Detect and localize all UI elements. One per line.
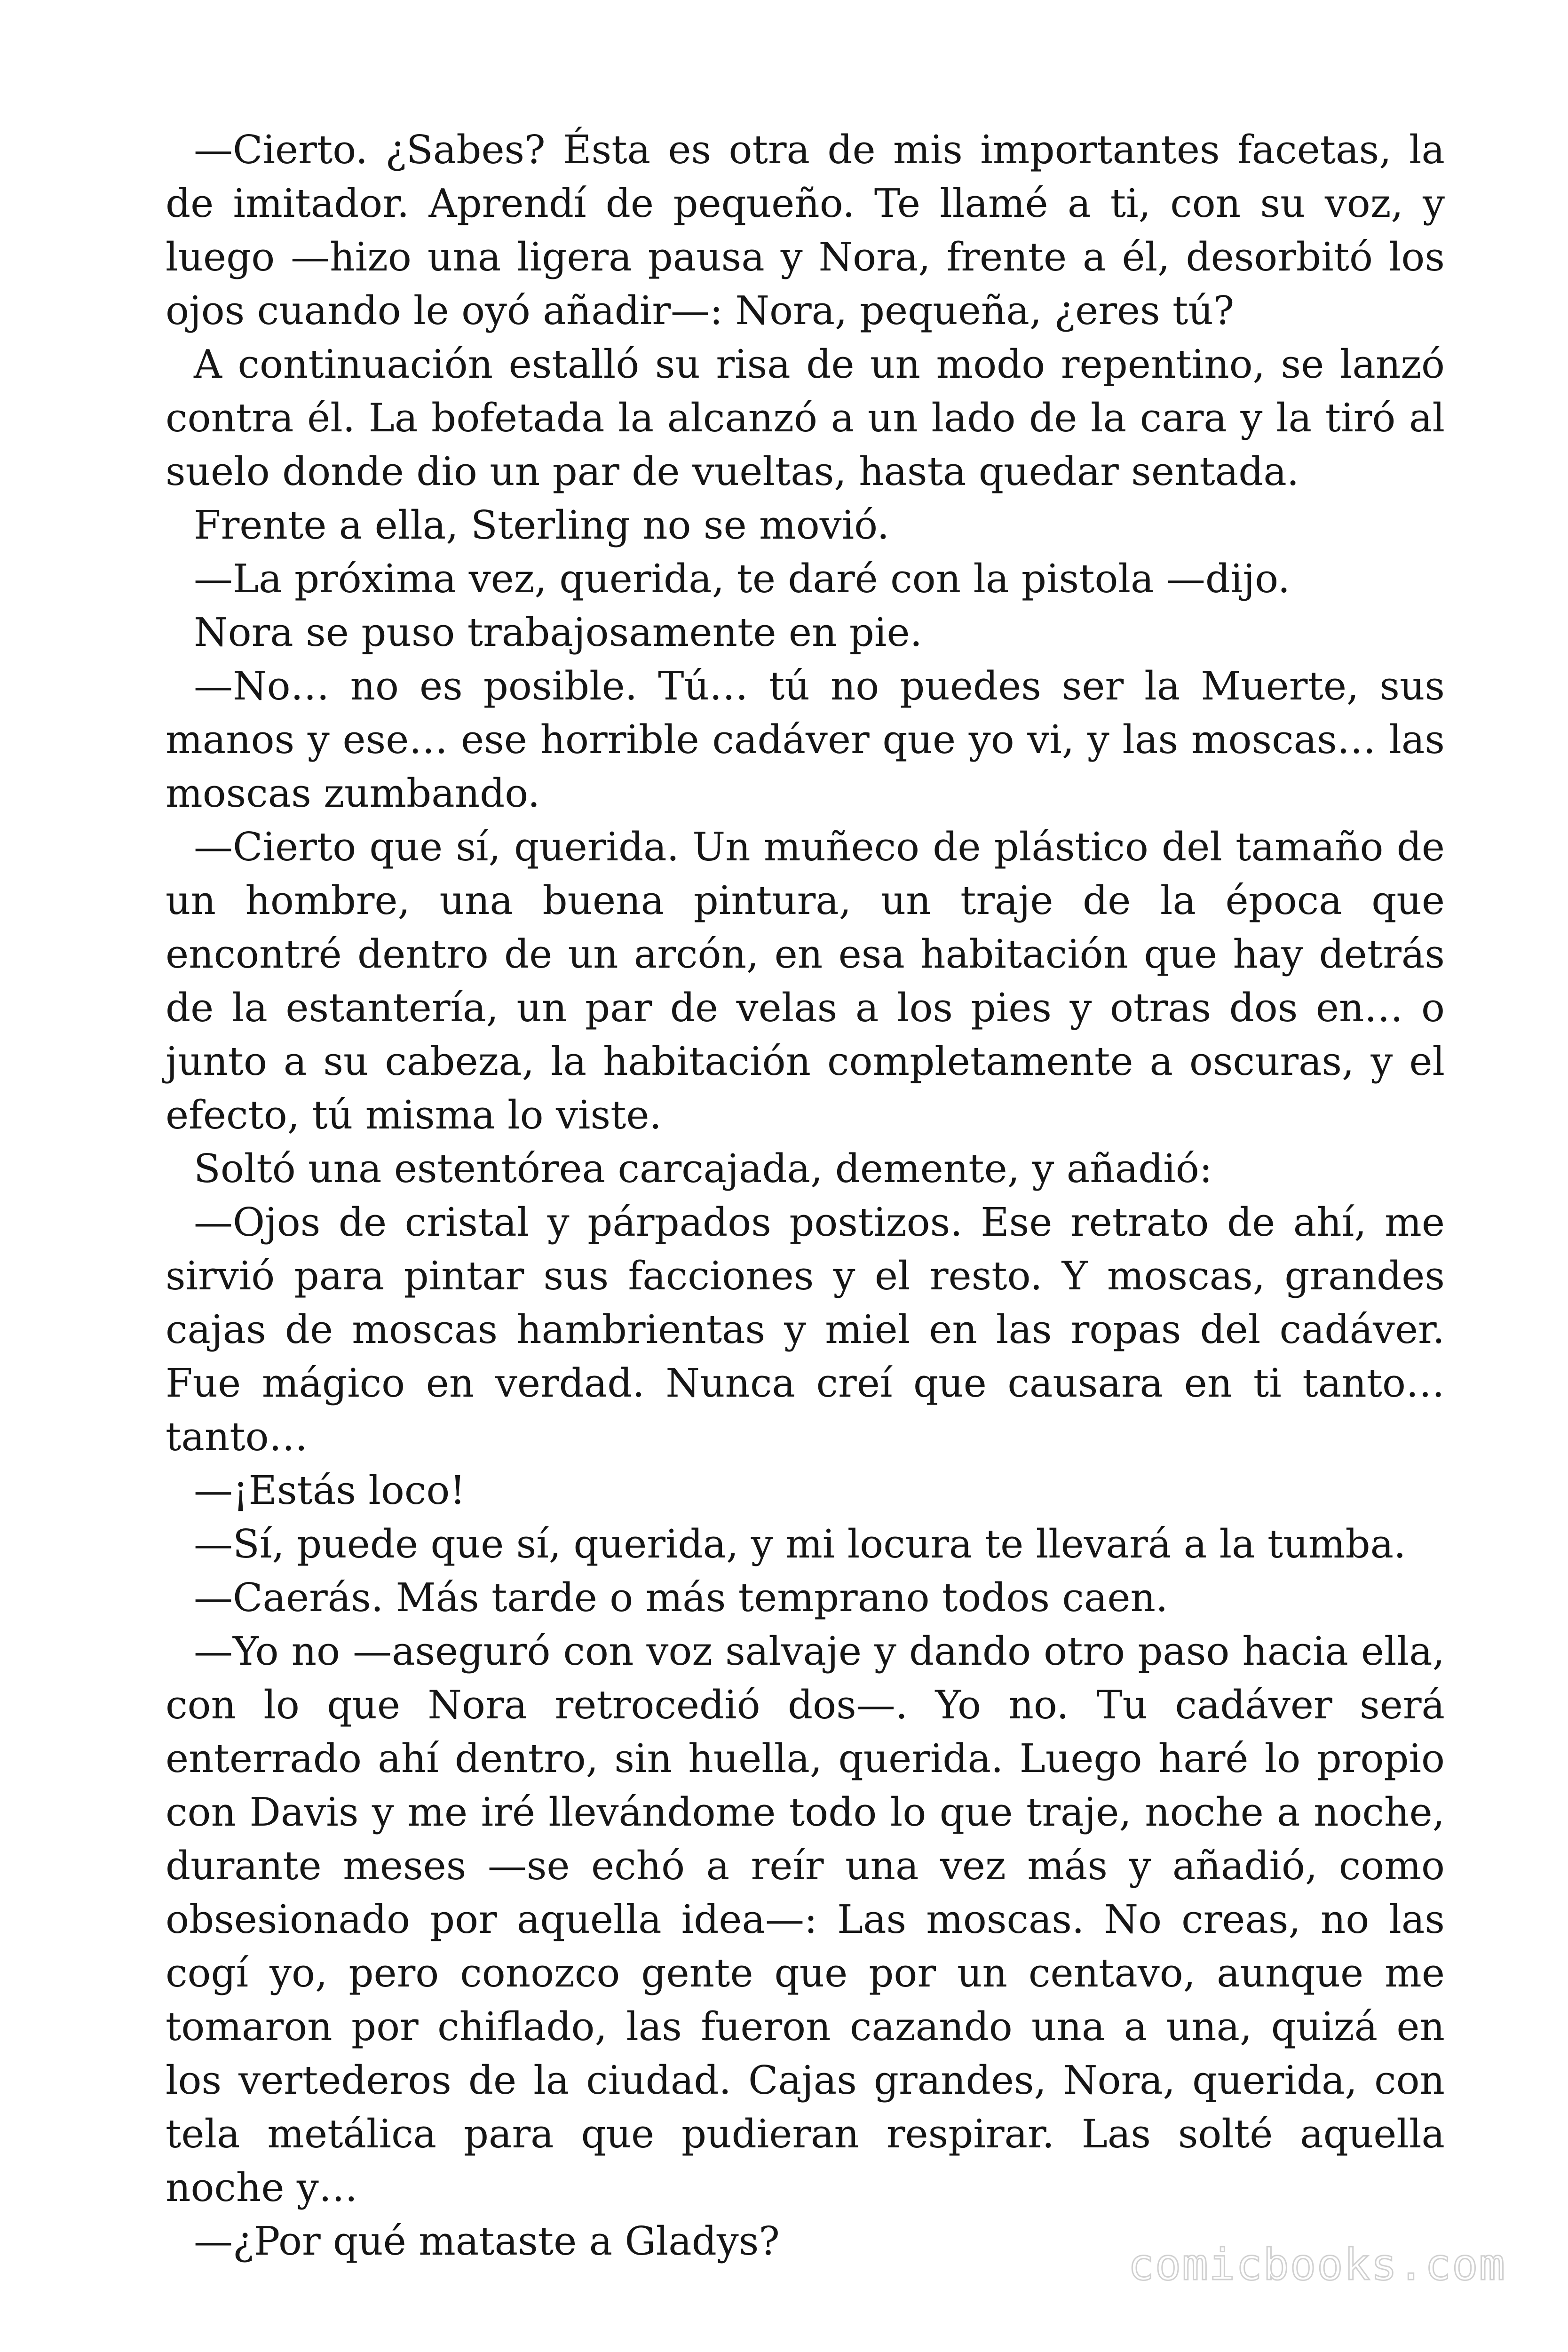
paragraph: Nora se puso trabajosamente en pie. [194,610,922,655]
paragraph: Soltó una estentórea carcajada, demente, y añadió: [194,1146,1212,1192]
watermark: comicbooks.com [1128,2240,1506,2290]
paragraph: —¿Por qué mataste a Gladys? [194,2218,780,2264]
paragraph: —Yo no —aseguró con voz salvaje y dando otro paso hacia ella, con lo que Nora retrocedió dos—. Yo no. Tu cadáver será enterrado ahí dentro, sin huella, querida. Luego haré lo propio con Davis y me iré llevándome todo lo que traje, noche a noche, durante meses —se echó a reír una vez más y añadió, como obsesionado por aquella idea—: Las moscas. No creas, no las cogí yo, pero conozco gente que por un centavo, aunque me tomaron por chiflado, las fueron cazando una a una, quizá en los vertederos de la ciudad. Cajas grandes, Nora, querida, con tela metálica para que pudieran respirar. Las solté aquella noche y… [166,1629,1445,2210]
paragraph: —No… no es posible. Tú… tú no puedes ser la Muerte, sus manos y ese… ese horrible cadáver que yo vi, y las moscas… las moscas zumbando. [166,663,1445,816]
paragraph: —Cierto. ¿Sabes? Ésta es otra de mis importantes facetas, la de imitador. Aprendí de pequeño. Te llamé a ti, con su voz, y luego —hizo una ligera pausa y Nora, frente a él, desorbitó los ojos cuando le oyó añadir—: Nora, pequeña, ¿eres tú? [166,127,1445,334]
paragraph: —Ojos de cristal y párpados postizos. Ese retrato de ahí, me sirvió para pintar sus facciones y el resto. Y moscas, grandes cajas de moscas hambrientas y miel en las ropas del cadáver. Fue mágico en verdad. Nunca creí que causara en ti tanto… tanto… [166,1200,1445,1460]
paragraph: —¡Estás loco! [194,1468,466,1513]
paragraph: A continuación estalló su risa de un modo repentino, se lanzó contra él. La bofetada la alcanzó a un lado de la cara y la tiró al suelo donde dio un par de vueltas, hasta quedar sentada. [166,342,1445,494]
paragraph: Frente a ella, Sterling no se movió. [194,502,890,548]
paragraph: —Caerás. Más tarde o más temprano todos caen. [194,1575,1168,1621]
paragraph: —La próxima vez, querida, te daré con la pistola —dijo. [194,556,1291,602]
body-text [166,123,1445,2268]
paragraph: —Sí, puede que sí, querida, y mi locura te llevará a la tumba. [194,1521,1406,1567]
paragraph: —Cierto que sí, querida. Un muñeco de plástico del tamaño de un hombre, una buena pintura, un traje de la época que encontré dentro de un arcón, en esa habitación que hay detrás de la estantería, un par de velas a los pies y otras dos en… o junto a su cabeza, la habitación completamente a oscuras, y el efecto, tú misma lo viste. [166,824,1445,1138]
